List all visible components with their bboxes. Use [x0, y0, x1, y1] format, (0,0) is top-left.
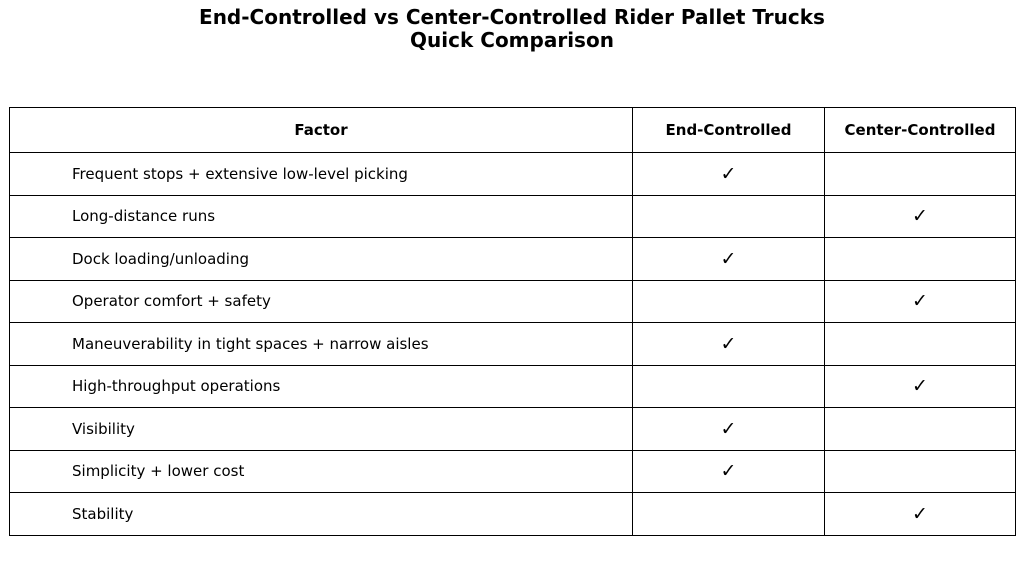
- table-row: [10, 450, 1016, 493]
- table-row: [10, 365, 1016, 408]
- end-controlled-cell: ✓: [633, 323, 825, 366]
- comparison-table: [9, 107, 1016, 536]
- table-header-row: [10, 108, 1016, 153]
- factor-cell: Simplicity + lower cost: [10, 450, 633, 493]
- center-controlled-cell: [825, 238, 1016, 281]
- table-row: [10, 280, 1016, 323]
- center-controlled-cell: [825, 450, 1016, 493]
- end-controlled-cell: [633, 493, 825, 536]
- table-row: [10, 493, 1016, 536]
- center-controlled-cell: ✓: [825, 280, 1016, 323]
- center-controlled-cell: ✓: [825, 365, 1016, 408]
- end-controlled-cell: ✓: [633, 238, 825, 281]
- factor-cell: High-throughput operations: [10, 365, 633, 408]
- column-header-factor: Factor: [10, 108, 633, 153]
- table-row: [10, 238, 1016, 281]
- table-row: [10, 195, 1016, 238]
- factor-cell: Maneuverability in tight spaces + narrow aisles: [10, 323, 633, 366]
- chart-title: [0, 6, 1024, 52]
- table-row: [10, 408, 1016, 451]
- factor-cell: Frequent stops + extensive low-level picking: [10, 153, 633, 196]
- center-controlled-cell: [825, 408, 1016, 451]
- factor-cell: Dock loading/unloading: [10, 238, 633, 281]
- center-controlled-cell: ✓: [825, 195, 1016, 238]
- factor-cell: Long-distance runs: [10, 195, 633, 238]
- chart-title-line1: End-Controlled vs Center-Controlled Rider Pallet Trucks: [199, 5, 825, 29]
- factor-cell: Visibility: [10, 408, 633, 451]
- table-row: [10, 153, 1016, 196]
- center-controlled-cell: [825, 153, 1016, 196]
- factor-cell: Stability: [10, 493, 633, 536]
- column-header-end-controlled: End-Controlled: [633, 108, 825, 153]
- center-controlled-cell: [825, 323, 1016, 366]
- center-controlled-cell: ✓: [825, 493, 1016, 536]
- end-controlled-cell: [633, 280, 825, 323]
- end-controlled-cell: ✓: [633, 408, 825, 451]
- end-controlled-cell: [633, 195, 825, 238]
- end-controlled-cell: ✓: [633, 153, 825, 196]
- factor-cell: Operator comfort + safety: [10, 280, 633, 323]
- chart-title-line2: Quick Comparison: [410, 28, 614, 52]
- end-controlled-cell: [633, 365, 825, 408]
- end-controlled-cell: ✓: [633, 450, 825, 493]
- table-row: [10, 323, 1016, 366]
- column-header-center-controlled: Center-Controlled: [825, 108, 1016, 153]
